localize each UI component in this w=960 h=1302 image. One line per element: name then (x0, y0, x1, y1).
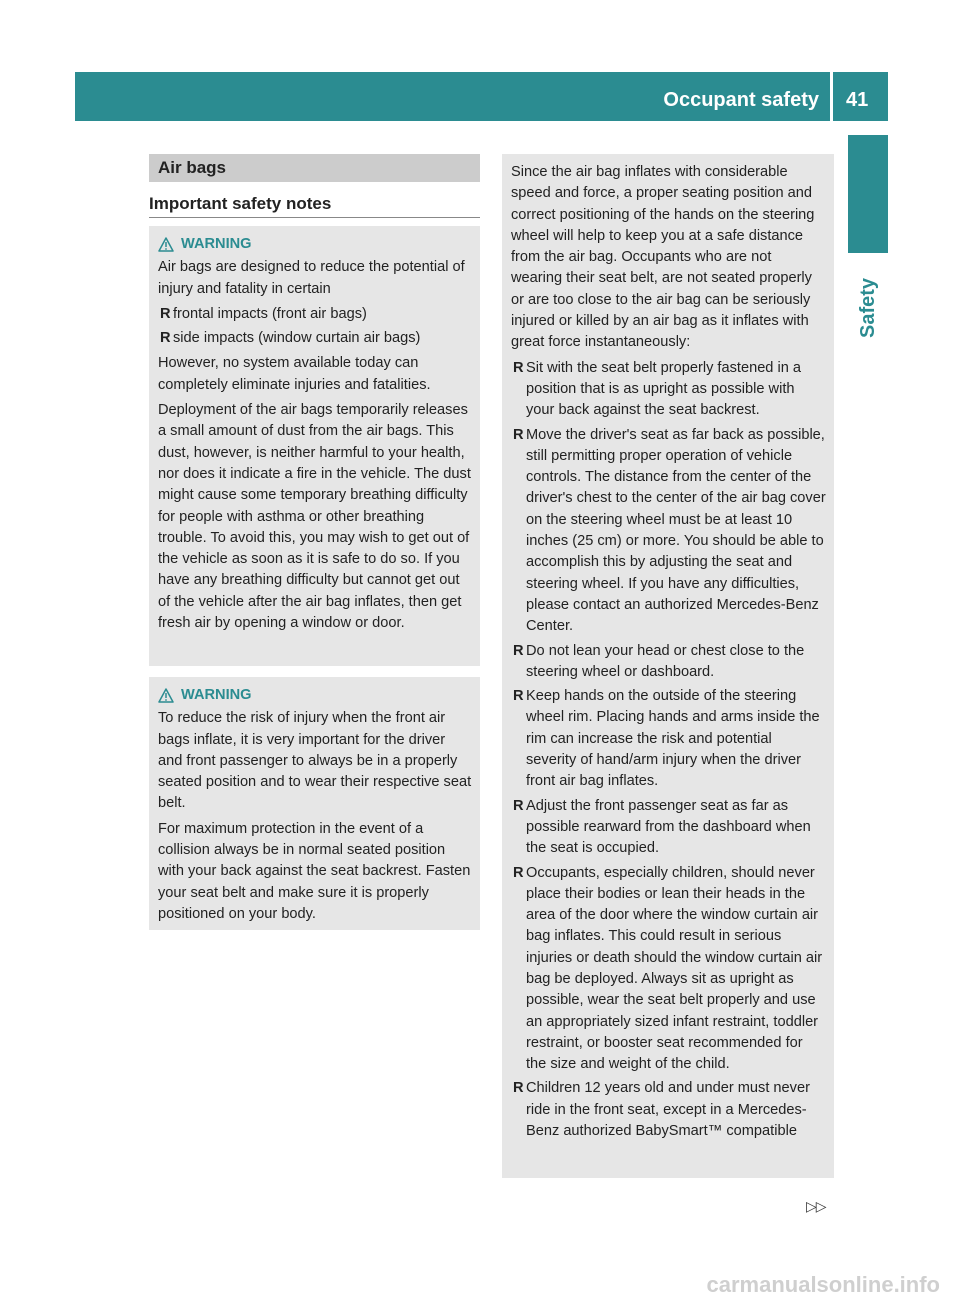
list-item (511, 796, 826, 860)
warning-box-2 (149, 677, 480, 930)
warning1-paragraph-3: Deployment of the air bags temporarily releases a small amount of dust from the air bags. This dust, however, is neither harmful to your health, nor does it indicate a fire in the vehicle. The dust might cause some temporary breathing difficulty for people with asthma or other breathing trouble. To avoid this, you may wish to get out of the vehicle as soon as it is safe to do so. If you have any breathing difficulty but cannot get out of the vehicle after the air bag inflates, then get fresh air by opening a window or door. (158, 402, 471, 632)
bullet-marker: R (513, 797, 524, 814)
bullet-marker: R (513, 688, 524, 705)
list-item (511, 1078, 826, 1142)
footer-watermark-url: carmanualsonline.info (706, 1272, 940, 1297)
warning1-intro: Air bags are designed to reduce the potential of injury and fatality in certain (158, 259, 465, 297)
bullet-marker: R (513, 359, 524, 376)
list-item-text: Children 12 years old and under must never ride in the front seat, except in a Mercedes-Benz authorized BabySmart™ compatible (526, 1080, 810, 1140)
bullet-marker: R (513, 426, 524, 443)
list-item (511, 686, 826, 792)
warning-heading-text: WARNING (181, 236, 252, 252)
bullet-marker: R (513, 642, 524, 659)
list-item (511, 358, 826, 422)
warning-heading-text: WARNING (181, 687, 252, 703)
subsection-title: Important safety notes (149, 194, 332, 213)
right-column-box (502, 154, 834, 1178)
heading-rule (149, 217, 480, 218)
warning2-paragraph-2: For maximum protection in the event of a collision always be in normal seated position with your back against the seat backrest. Fasten your seat belt and make sure it is properly positioned on your body. (158, 820, 471, 922)
right-bullet-list (511, 358, 826, 1143)
list-item-text: Sit with the seat belt properly fastened in a position that is as upright as possible with your back against the seat backrest. (526, 359, 802, 419)
warning1-paragraph-2: However, no system available today can completely eliminate injuries and fatalities. (158, 355, 431, 393)
warning-box-1 (149, 226, 480, 666)
list-item-text: frontal impacts (front air bags) (173, 305, 367, 322)
warning1-bullet-list (158, 304, 472, 350)
side-tab-label: Safety (857, 277, 879, 338)
list-item (511, 641, 826, 684)
bullet-marker: R (513, 1080, 524, 1097)
warning-triangle-icon (158, 688, 174, 703)
side-tab-block (848, 135, 888, 253)
list-item-text: Move the driver's seat as far back as possible, still permitting proper operation of vehicle controls. The distance from the center of the driver's chest to the center of the air bag cover on the steering wheel must be at least 10 inches (25 cm) or more. You should be able to accomplish this by adjusting the seat and steering wheel. If you have any difficulties, please contact an authorized Mercedes-Benz Center. (526, 426, 826, 635)
list-item (511, 425, 826, 638)
warning-triangle-icon (158, 237, 174, 252)
page-number: 41 (846, 89, 869, 111)
right-intro: Since the air bag inflates with considerable speed and force, a proper seating position and correct positioning of the hands on the steering wheel will help to keep you at a safe distance from the air bag. Occupants who are not wearing their seat belt, are not seated properly or are too close to the air bag can be seriously injured or killed by an air bag as it inflates with great force instantaneously: (511, 164, 815, 351)
list-item-text: side impacts (window curtain air bags) (173, 330, 421, 347)
bullet-marker: R (160, 330, 171, 347)
list-item (158, 328, 472, 349)
warning-heading (158, 234, 472, 255)
list-item-text: Do not lean your head or chest close to the steering wheel or dashboard. (526, 642, 805, 680)
warning-heading (158, 685, 472, 706)
list-item (158, 304, 472, 325)
bullet-marker: R (513, 864, 524, 881)
header-divider (830, 72, 833, 121)
warning2-paragraph-1: To reduce the risk of injury when the front air bags inflate, it is very important for the driver and front passenger to always be in a properly seated position and to wear their respective seat belt. (158, 710, 472, 812)
section-title: Air bags (158, 158, 227, 177)
page-header-title: Occupant safety (663, 89, 819, 111)
continued-arrow-icon: ▷▷ (806, 1198, 826, 1214)
list-item-text: Adjust the front passenger seat as far as possible rearward from the dashboard when the seat is occupied. (526, 797, 811, 857)
list-item (511, 863, 826, 1076)
list-item-text: Keep hands on the outside of the steering wheel rim. Placing hands and arms inside the rim can increase the risk and potential severity of hand/arm injury when the driver front air bag inflates. (526, 688, 820, 790)
list-item-text: Occupants, especially children, should never place their bodies or lean their heads in the area of the door where the window curtain air bag inflates. This could result in serious injuries or death should the window curtain air bag be deployed. Always sit as upright as possible, wear the seat belt properly and use an appropriately sized infant restraint, toddler restraint, or booster seat recommended for the size and weight of the child. (526, 864, 823, 1073)
bullet-marker: R (160, 305, 171, 322)
